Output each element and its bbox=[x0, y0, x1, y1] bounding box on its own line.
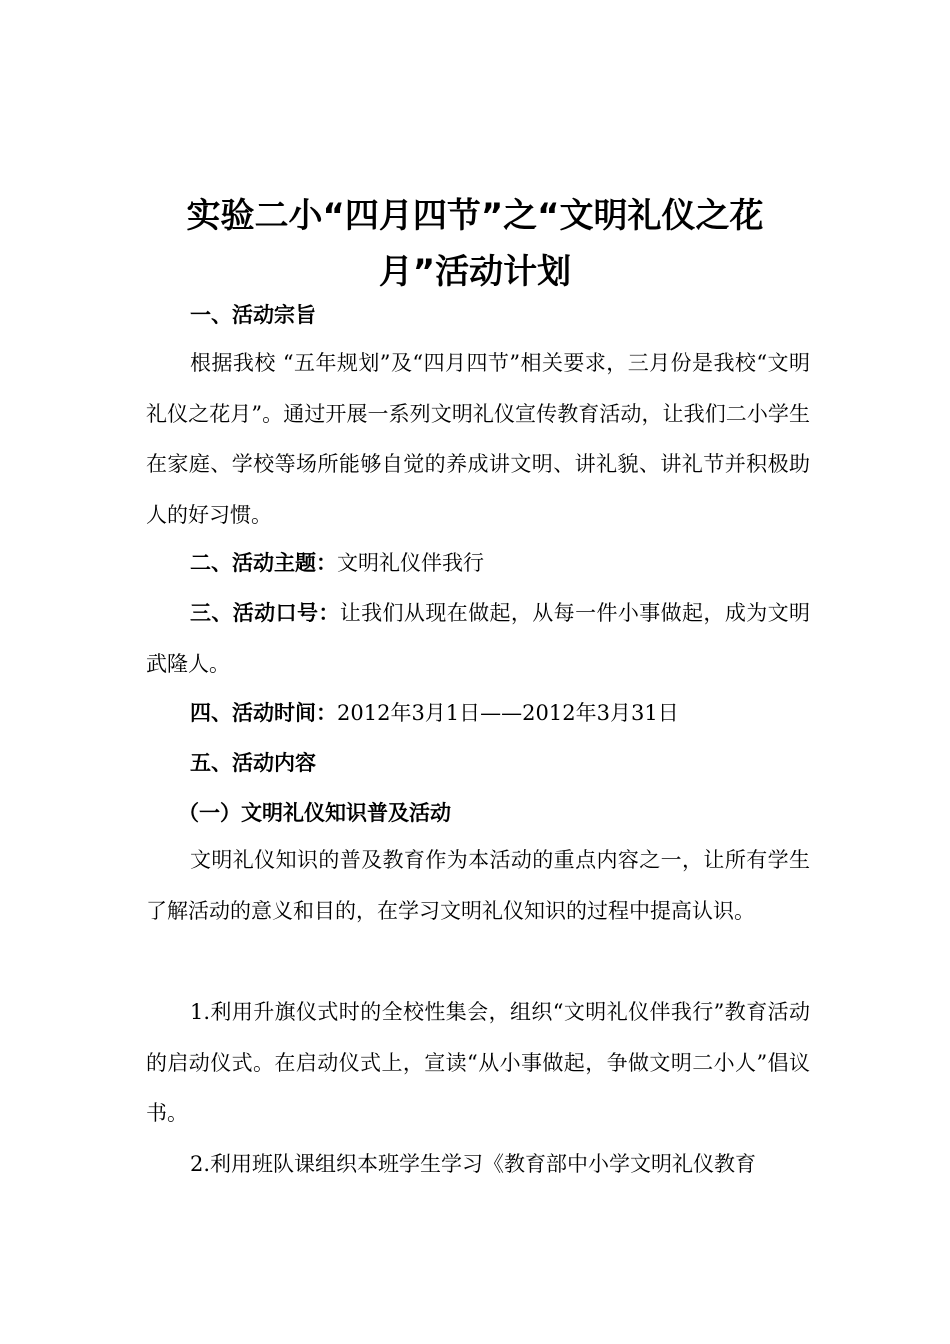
slogan-paragraph bbox=[146, 588, 810, 689]
time-label: 四、活动时间： bbox=[190, 701, 337, 725]
title-line-2: 月”活动计划 bbox=[378, 252, 572, 292]
theme-value: 文明礼仪伴我行 bbox=[337, 551, 484, 575]
slogan-value: 让我们从现在做起，从每一件小事做起，成为文明武隆人。 bbox=[146, 601, 810, 676]
list-item-2: 2.利用班队课组织本班学生学习《教育部中小学文明礼仪教育 bbox=[190, 1152, 757, 1176]
purpose-heading: 一、活动宗旨 bbox=[190, 303, 316, 327]
theme-line bbox=[190, 548, 484, 578]
list-item-1: 1.利用升旗仪式时的全校性集会，组织“文明礼仪伴我行”教育活动的启动仪式。在启动仪式上，宣读“从小事做起，争做文明二小人”倡议书。 bbox=[146, 1000, 810, 1125]
slogan-label: 三、活动口号： bbox=[190, 601, 340, 625]
time-value: 2012年3月1日——2012年3月31日 bbox=[337, 701, 679, 725]
content-heading: 五、活动内容 bbox=[190, 751, 316, 775]
theme-label: 二、活动主题： bbox=[190, 551, 337, 575]
subsection-1-paragraph: 文明礼仪知识的普及教育作为本活动的重点内容之一，让所有学生了解活动的意义和目的，在学习文明礼仪知识的过程中提高认识。 bbox=[146, 848, 810, 923]
document-title bbox=[140, 188, 810, 300]
subsection-1-heading: （一）文明礼仪知识普及活动 bbox=[178, 801, 451, 825]
purpose-paragraph: 根据我校 “五年规划”及“四月四节”相关要求，三月份是我校“文明礼仪之花月”。通过开展一系列文明礼仪宣传教育活动，让我们二小学生在家庭、学校等场所能够自觉的养成讲文明、讲礼貌、讲礼节并积极助人的好习惯。 bbox=[146, 351, 810, 527]
title-line-1: 实验二小“四月四节”之“文明礼仪之花 bbox=[186, 196, 764, 236]
time-line bbox=[190, 698, 679, 728]
